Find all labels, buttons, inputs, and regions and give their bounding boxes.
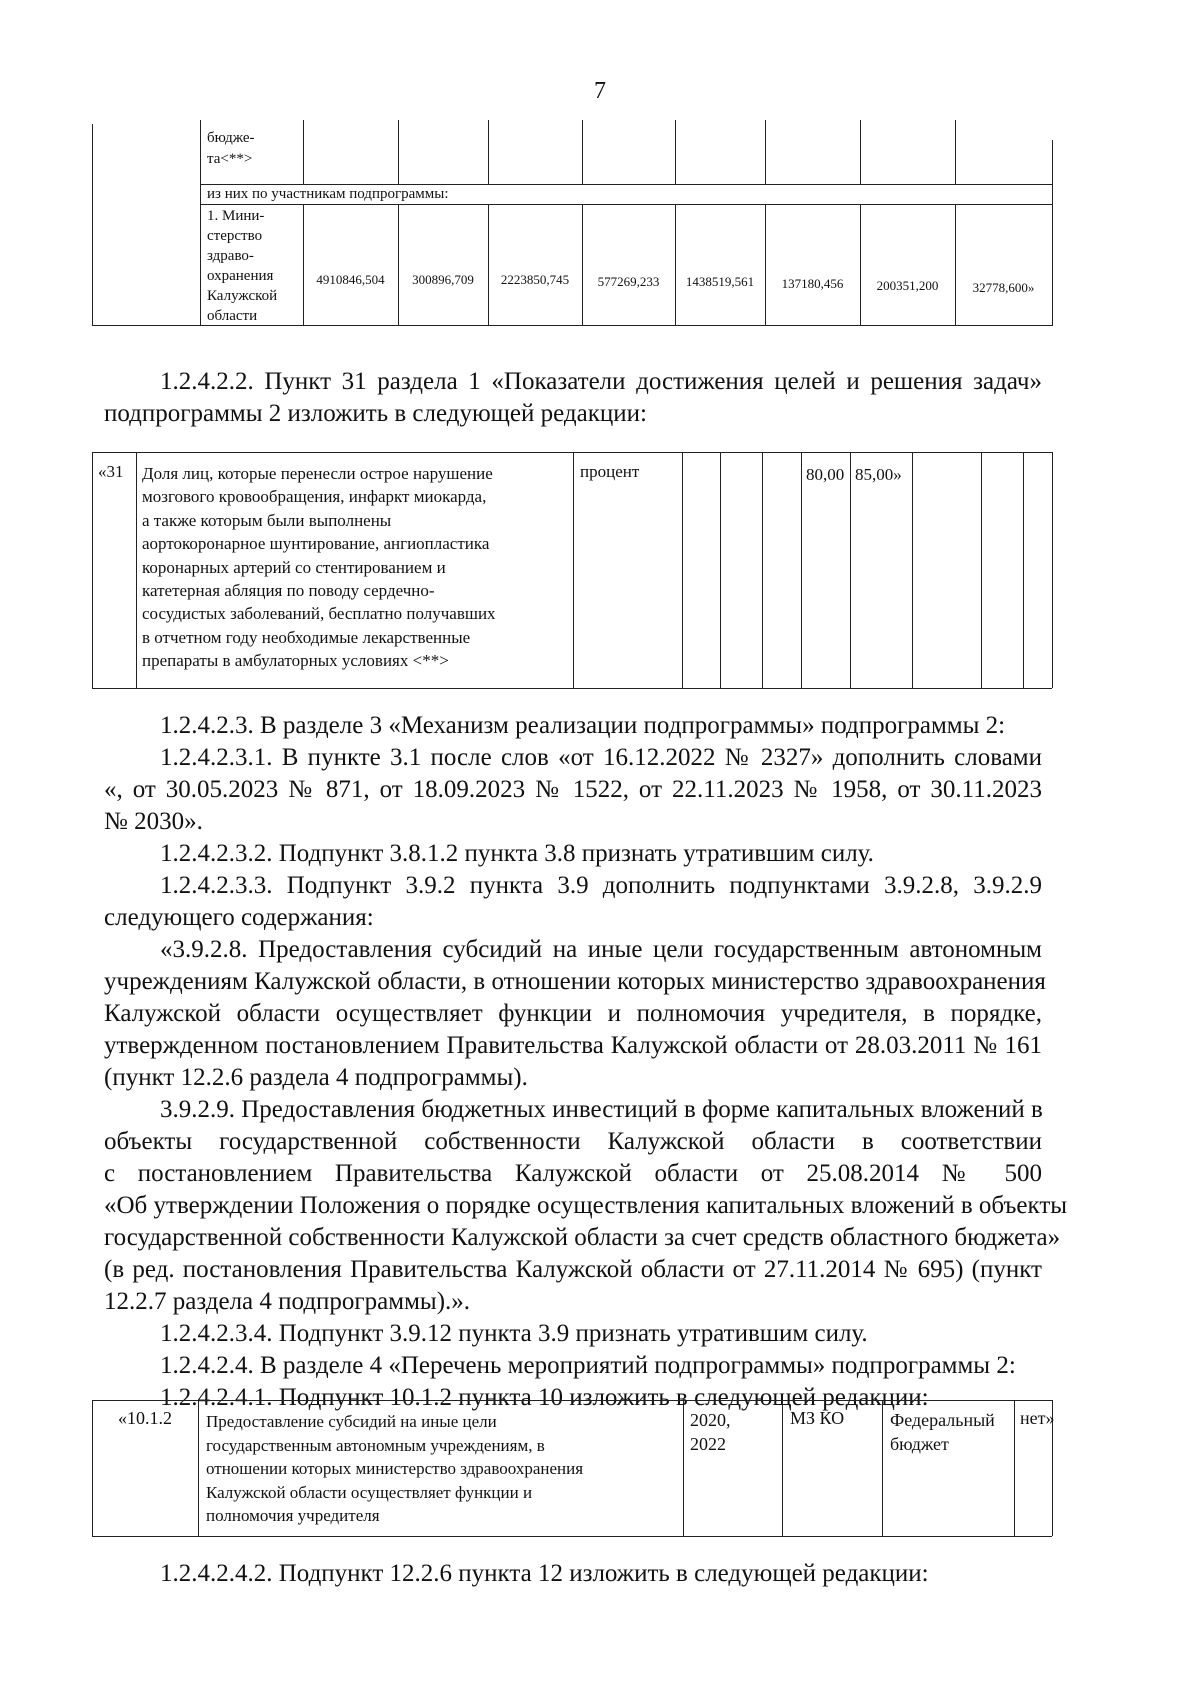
- value-cell: 4910846,504: [316, 272, 385, 287]
- activity-executor: МЗ КО: [790, 1408, 845, 1428]
- paragraph-1: [104, 366, 1042, 430]
- description-line: мозгового кровообращения, инфаркт миокарда,: [142, 487, 487, 507]
- text-line: «3.9.2.8. Предоставления субсидий на иные цели государственным автономным: [160, 936, 1042, 963]
- participant-label: 1. Мини- стерство здраво- охранения Калужской области: [207, 208, 278, 324]
- text-line: (в ред. постановления Правительства Калужской области от 27.11.2014 № 695) (пункт: [104, 1256, 1042, 1283]
- text-line: (пункт 12.2.6 раздела 4 подпрограммы).: [104, 1064, 528, 1091]
- activity-number: «10.1.2: [118, 1408, 172, 1428]
- indicator-unit: процент: [580, 462, 640, 481]
- description-line: отношении которых министерство здравоохранения: [206, 1459, 584, 1478]
- indicator-value-1: 80,00: [806, 465, 845, 484]
- text-line: 1.2.4.2.4.1. Подпункт 10.1.2 пункта 10 изложить в следующей редакции:: [160, 1384, 929, 1411]
- text-line: объекты государственной собственности Калужской области в соответствии: [104, 1128, 1042, 1155]
- indicator-description: [142, 462, 496, 673]
- activity-source: Федеральный бюджет: [890, 1410, 995, 1454]
- activity-description: [206, 1410, 583, 1528]
- text-line: № 2030».: [104, 808, 203, 835]
- text-line: «Об утверждении Положения о порядке осуществления капитальных вложений в объекты: [104, 1192, 1068, 1219]
- activity-years: 2020, 2022: [690, 1410, 731, 1454]
- text-line: 1.2.4.2.3.3. Подпункт 3.9.2 пункта 3.9 дополнить подпунктами 3.9.2.8, 3.9.2.9: [160, 872, 1042, 899]
- page-number: 7: [594, 78, 606, 104]
- value-cell: 300896,709: [412, 272, 474, 287]
- body-text: [104, 710, 1068, 1414]
- activity-flag: нет»: [1020, 1408, 1055, 1428]
- text-line: 12.2.7 раздела 4 подпрограммы).».: [104, 1288, 471, 1315]
- text-line: 3.9.2.9. Предоставления бюджетных инвестиций в форме капитальных вложений в: [160, 1096, 1043, 1123]
- description-line: в отчетном году необходимые лекарственные: [142, 627, 471, 647]
- text-line: подпрограммы 2 изложить в следующей редакции:: [104, 400, 647, 427]
- indicator-number: «31: [98, 462, 124, 481]
- indicator-value-2: 85,00»: [855, 465, 902, 484]
- value-cell: 2223850,745: [500, 272, 570, 287]
- value-cell: 200351,200: [876, 278, 939, 293]
- description-line: Доля лиц, которые перенесли острое нарушение: [142, 464, 493, 483]
- description-line: а также которым были выполнены: [142, 510, 392, 530]
- value-cell: 137180,456: [781, 276, 844, 291]
- description-line: сосудистых заболеваний, бесплатно получавших: [142, 604, 496, 624]
- text-line: 1.2.4.2.4. В разделе 4 «Перечень мероприятий подпрограммы» подпрограммы 2:: [160, 1352, 1016, 1379]
- text-line: Калужской области осуществляет функции и полномочия учредителя, в порядке,: [104, 1000, 1042, 1027]
- text-line: 1.2.4.2.2. Пункт 31 раздела 1 «Показатели достижения целей и решения задач»: [160, 368, 1042, 395]
- text-line: 1.2.4.2.3.2. Подпункт 3.8.1.2 пункта 3.8 признать утратившим силу.: [160, 840, 874, 867]
- value-cell: 577269,233: [597, 274, 660, 289]
- text-line: утвержденном постановлением Правительства Калужской области от 28.03.2011 № 161: [104, 1032, 1042, 1059]
- value-cell: 1438519,561: [685, 274, 755, 289]
- description-line: коронарных артерий со стентированием и: [142, 557, 446, 577]
- description-line: Предоставление субсидий на иные цели: [206, 1412, 497, 1431]
- description-line: Калужской области осуществляет функции и: [206, 1482, 533, 1502]
- description-line: государственным автономным учреждениям, в: [206, 1435, 545, 1455]
- description-line: полномочия учредителя: [206, 1506, 380, 1525]
- text-line: учреждениям Калужской области, в отношении которых министерство здравоохранения: [104, 968, 1046, 995]
- budget-row-label: бюдже- та<**>: [207, 130, 255, 167]
- text-line: следующего содержания:: [104, 904, 374, 931]
- text-line: государственной собственности Калужской области за счет средств областного бюджета»: [104, 1224, 1061, 1251]
- text-line: 1.2.4.2.3.4. Подпункт 3.9.12 пункта 3.9 признать утратившим силу.: [160, 1320, 868, 1347]
- text-line: «, от 30.05.2023 № 871, от 18.09.2023 № 1522, от 22.11.2023 № 1958, от 30.11.2023: [104, 776, 1042, 803]
- description-line: катетерная абляция по поводу сердечно-: [142, 581, 435, 601]
- value-cell: 32778,600»: [972, 280, 1035, 295]
- description-line: препараты в амбулаторных условиях <**>: [142, 651, 449, 671]
- text-line: с постановлением Правительства Калужской области от 25.08.2014 № 500: [104, 1160, 1042, 1187]
- participants-subheader: из них по участникам подпрограммы:: [207, 186, 449, 202]
- text-line: 1.2.4.2.3. В разделе 3 «Механизм реализации подпрограммы» подпрограммы 2:: [160, 712, 1006, 739]
- description-line: аортокоронарное шунтирование, ангиопластика: [142, 534, 490, 554]
- text-line: 1.2.4.2.3.1. В пункте 3.1 после слов «от 16.12.2022 № 2327» дополнить словами: [160, 744, 1042, 771]
- final-paragraph: 1.2.4.2.4.2. Подпункт 12.2.6 пункта 12 изложить в следующей редакции:: [160, 1560, 929, 1587]
